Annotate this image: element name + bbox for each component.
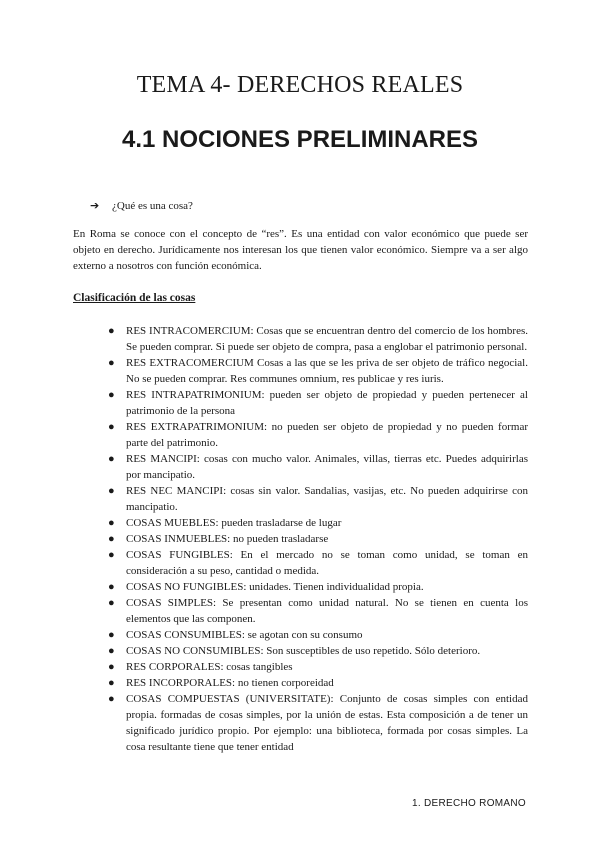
bullet-icon: ●	[108, 421, 115, 433]
list-item: ● COSAS SIMPLES: Se presentan como unidad natural. No se tienen en cuenta los elementos que las componen.	[108, 597, 528, 625]
bullet-icon: ●	[108, 661, 115, 673]
bullet-icon: ●	[108, 677, 115, 689]
list-item: ● RES EXTRAPATRIMONIUM: no pueden ser objeto de propiedad y no pueden formar parte del patrimonio.	[108, 421, 528, 449]
list-item: ● RES INCORPORALES: no tienen corporeidad	[108, 677, 334, 689]
list-item: ● RES INTRAPATRIMONIUM: pueden ser objeto de propiedad y pueden pertenecer al patrimonio de la persona	[108, 389, 528, 417]
list-item: ● COSAS INMUEBLES: no pueden trasladarse	[108, 533, 329, 545]
section-title: 4.1 NOCIONES PRELIMINARES	[121, 126, 479, 153]
question-text: ¿Qué es una cosa?	[112, 200, 193, 212]
bullet-icon: ●	[108, 357, 115, 369]
bullet-icon: ●	[108, 453, 115, 465]
page-footer: 1. DERECHO ROMANO	[411, 798, 526, 809]
list-item: ● RES MANCIPI: cosas con mucho valor. Animales, villas, tierras etc. Puedes adquirirlas por mancipatio.	[108, 453, 528, 481]
bullet-icon: ●	[108, 389, 115, 401]
bullet-icon: ●	[108, 597, 115, 609]
list-item: ● COSAS COMPUESTAS (UNIVERSITATE): Conjunto de cosas simples con entidad propia. formadas de cosas simples, por la unión de estas. Esta composición a de tener un significado jurídico propio. Por ejemplo: una biblioteca, formada por cosas simples. La cosa resultante tiene que tener entidad	[108, 693, 528, 753]
bullet-icon: ●	[108, 549, 115, 561]
bullet-icon: ●	[108, 581, 115, 593]
bullet-icon: ●	[108, 485, 115, 497]
list-item: ● RES INTRACOMERCIUM: Cosas que se encuentran dentro del comercio de los hombres. Se pueden comprar. Si puede ser objeto de compra, pasa a englobar el patrimonio personal.	[108, 325, 528, 353]
question-line	[90, 199, 193, 212]
page-title: TEMA 4- DERECHOS REALES	[136, 72, 464, 98]
bullet-icon: ●	[108, 629, 115, 641]
list-item: ● COSAS MUEBLES: pueden trasladarse de lugar	[108, 517, 342, 529]
bullet-icon: ●	[108, 325, 115, 337]
list-item: ● RES EXTRACOMERCIUM Cosas a las que se les priva de ser objeto de tráfico negocial. No se pueden comprar. Res communes omnium, res publicae y res iuris.	[108, 357, 528, 385]
list-item: ● COSAS FUNGIBLES: En el mercado no se toman como unidad, se toman en consideración a su peso, cantidad o medida.	[108, 549, 528, 577]
list-item: ● COSAS CONSUMIBLES: se agotan con su consumo	[108, 629, 363, 641]
bullet-icon: ●	[108, 517, 115, 529]
list-item: ● COSAS NO CONSUMIBLES: Son susceptibles de uso repetido. Sólo deterioro.	[108, 645, 481, 657]
bullet-icon: ●	[108, 693, 115, 705]
list-item: ● RES CORPORALES: cosas tangibles	[108, 661, 293, 673]
list-item: ● COSAS NO FUNGIBLES: unidades. Tienen individualidad propia.	[108, 581, 424, 593]
classification-list	[108, 323, 528, 755]
bullet-icon: ●	[108, 645, 115, 657]
classification-heading: Clasificación de las cosas	[73, 292, 196, 304]
bullet-icon: ●	[108, 533, 115, 545]
intro-paragraph: En Roma se conoce con el concepto de “res”. Es una entidad con valor económico que puede ser objeto en derecho. Jurídicamente nos interesan los que tienen valor económico. Siempre va a ser algo externo a nosotros con función económica.	[73, 228, 528, 272]
arrow-right-icon: ➔	[90, 199, 100, 212]
list-item: ● RES NEC MANCIPI: cosas sin valor. Sandalias, vasijas, etc. No pueden adquirirse con mancipatio.	[108, 485, 528, 513]
